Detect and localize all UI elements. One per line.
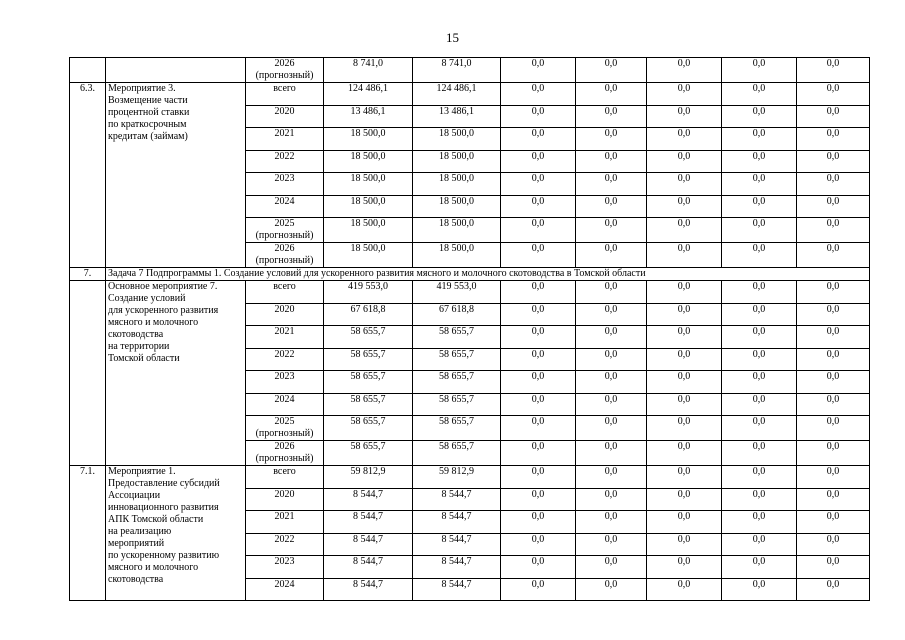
value-cell: 8 544,7	[324, 556, 413, 579]
value-cell: 0,0	[501, 105, 576, 128]
value-cell: 0,0	[576, 105, 647, 128]
activity-name-cell	[106, 58, 246, 83]
value-cell: 0,0	[797, 416, 870, 441]
value-cell: 0,0	[722, 58, 797, 83]
value-cell: 0,0	[722, 466, 797, 489]
value-cell: 0,0	[647, 371, 722, 394]
task-title-cell: Задача 7 Подпрограммы 1. Создание условий для ускоренного развития мясного и молочного скотоводства в Томской области	[106, 268, 870, 281]
value-cell: 58 655,7	[413, 326, 501, 349]
value-cell: 18 500,0	[324, 243, 413, 268]
value-cell: 8 544,7	[413, 511, 501, 534]
value-cell: 67 618,8	[413, 303, 501, 326]
value-cell: 58 655,7	[413, 441, 501, 466]
budget-table	[69, 57, 870, 601]
value-cell: 0,0	[576, 281, 647, 304]
value-cell: 0,0	[501, 416, 576, 441]
value-cell: 0,0	[797, 281, 870, 304]
value-cell: 0,0	[797, 303, 870, 326]
value-cell: 0,0	[722, 83, 797, 106]
value-cell: 0,0	[722, 416, 797, 441]
activity-name-cell	[106, 83, 246, 268]
value-cell: 0,0	[797, 578, 870, 601]
year-cell: 2026 (прогнозный)	[246, 58, 324, 83]
year-cell: 2020	[246, 488, 324, 511]
value-cell: 0,0	[501, 371, 576, 394]
value-cell: 0,0	[797, 556, 870, 579]
value-cell: 18 500,0	[413, 218, 501, 243]
value-cell: 0,0	[722, 578, 797, 601]
value-cell: 0,0	[797, 128, 870, 151]
year-cell: 2025 (прогнозный)	[246, 416, 324, 441]
value-cell: 58 655,7	[324, 416, 413, 441]
value-cell: 0,0	[647, 150, 722, 173]
value-cell: 0,0	[797, 150, 870, 173]
value-cell: 0,0	[576, 303, 647, 326]
value-cell: 13 486,1	[413, 105, 501, 128]
value-cell: 0,0	[722, 218, 797, 243]
value-cell: 0,0	[576, 173, 647, 196]
year-cell: 2026 (прогнозный)	[246, 243, 324, 268]
year-cell: 2021	[246, 511, 324, 534]
value-cell: 58 655,7	[413, 393, 501, 416]
value-cell: 0,0	[501, 303, 576, 326]
value-cell: 67 618,8	[324, 303, 413, 326]
row-number-cell: 7.1.	[70, 466, 106, 601]
value-cell: 0,0	[722, 173, 797, 196]
value-cell: 0,0	[647, 348, 722, 371]
value-cell: 0,0	[647, 578, 722, 601]
table-row	[70, 281, 870, 304]
value-cell: 18 500,0	[413, 128, 501, 151]
value-cell: 0,0	[576, 58, 647, 83]
value-cell: 13 486,1	[324, 105, 413, 128]
value-cell: 0,0	[797, 243, 870, 268]
value-cell: 0,0	[797, 441, 870, 466]
value-cell: 0,0	[647, 128, 722, 151]
value-cell: 124 486,1	[413, 83, 501, 106]
row-number-cell: 6.3.	[70, 83, 106, 268]
value-cell: 419 553,0	[413, 281, 501, 304]
value-cell: 18 500,0	[413, 150, 501, 173]
value-cell: 0,0	[797, 533, 870, 556]
value-cell: 0,0	[576, 393, 647, 416]
activity-name: Мероприятие 3. Возмещение части процентной ставки по краткосрочным кредитам (займам)	[108, 83, 190, 142]
value-cell: 0,0	[722, 488, 797, 511]
year-cell: всего	[246, 281, 324, 304]
year-cell: 2020	[246, 105, 324, 128]
value-cell: 58 655,7	[324, 326, 413, 349]
value-cell: 18 500,0	[413, 195, 501, 218]
year-cell: 2021	[246, 128, 324, 151]
value-cell: 0,0	[576, 150, 647, 173]
value-cell: 0,0	[501, 83, 576, 106]
value-cell: 0,0	[722, 150, 797, 173]
year-cell: 2020	[246, 303, 324, 326]
value-cell: 59 812,9	[413, 466, 501, 489]
value-cell: 18 500,0	[324, 195, 413, 218]
value-cell: 0,0	[647, 416, 722, 441]
value-cell: 0,0	[576, 326, 647, 349]
value-cell: 0,0	[797, 488, 870, 511]
value-cell: 0,0	[501, 173, 576, 196]
value-cell: 0,0	[576, 556, 647, 579]
page-number: 15	[446, 30, 459, 45]
year-cell: 2022	[246, 348, 324, 371]
value-cell: 0,0	[647, 533, 722, 556]
value-cell: 0,0	[501, 556, 576, 579]
table-row	[70, 58, 870, 83]
activity-name: Мероприятие 1. Предоставление субсидий Ассоциации инновационного развития АПК Томской области на реализацию мероприятий по ускоренному развитию мясного и молочного скотоводства	[108, 466, 220, 585]
value-cell: 0,0	[647, 173, 722, 196]
value-cell: 0,0	[797, 466, 870, 489]
value-cell: 0,0	[501, 393, 576, 416]
value-cell: 0,0	[722, 128, 797, 151]
value-cell: 0,0	[722, 281, 797, 304]
value-cell: 18 500,0	[324, 173, 413, 196]
value-cell: 0,0	[647, 326, 722, 349]
year-cell: 2024	[246, 578, 324, 601]
value-cell: 0,0	[647, 58, 722, 83]
value-cell: 0,0	[647, 83, 722, 106]
value-cell: 0,0	[501, 441, 576, 466]
value-cell: 0,0	[576, 243, 647, 268]
value-cell: 0,0	[647, 511, 722, 534]
value-cell: 8 544,7	[324, 578, 413, 601]
activity-name-cell	[106, 466, 246, 601]
year-cell: 2022	[246, 150, 324, 173]
value-cell: 0,0	[722, 556, 797, 579]
value-cell: 0,0	[647, 281, 722, 304]
value-cell: 18 500,0	[324, 128, 413, 151]
value-cell: 0,0	[576, 348, 647, 371]
value-cell: 58 655,7	[413, 348, 501, 371]
value-cell: 0,0	[501, 511, 576, 534]
value-cell: 0,0	[647, 556, 722, 579]
value-cell: 0,0	[722, 195, 797, 218]
value-cell: 0,0	[647, 105, 722, 128]
value-cell: 58 655,7	[324, 393, 413, 416]
value-cell: 58 655,7	[324, 348, 413, 371]
year-cell: 2023	[246, 173, 324, 196]
value-cell: 0,0	[722, 326, 797, 349]
year-cell: 2022	[246, 533, 324, 556]
value-cell: 0,0	[797, 371, 870, 394]
table-row	[70, 83, 870, 106]
value-cell: 8 544,7	[324, 511, 413, 534]
task-row	[70, 268, 870, 281]
value-cell: 0,0	[797, 58, 870, 83]
value-cell: 8 544,7	[413, 578, 501, 601]
row-number-cell	[70, 58, 106, 83]
value-cell: 0,0	[647, 488, 722, 511]
value-cell: 0,0	[501, 243, 576, 268]
value-cell: 0,0	[576, 533, 647, 556]
value-cell: 18 500,0	[413, 173, 501, 196]
value-cell: 0,0	[722, 533, 797, 556]
value-cell: 419 553,0	[324, 281, 413, 304]
value-cell: 8 741,0	[413, 58, 501, 83]
value-cell: 0,0	[797, 83, 870, 106]
value-cell: 18 500,0	[413, 243, 501, 268]
value-cell: 0,0	[797, 218, 870, 243]
year-cell: 2024	[246, 393, 324, 416]
table-row	[70, 466, 870, 489]
value-cell: 0,0	[576, 83, 647, 106]
year-cell: 2025 (прогнозный)	[246, 218, 324, 243]
value-cell: 0,0	[576, 371, 647, 394]
value-cell: 0,0	[501, 326, 576, 349]
value-cell: 0,0	[501, 533, 576, 556]
value-cell: 8 544,7	[324, 533, 413, 556]
value-cell: 0,0	[797, 348, 870, 371]
value-cell: 0,0	[722, 511, 797, 534]
value-cell: 0,0	[501, 281, 576, 304]
value-cell: 0,0	[647, 441, 722, 466]
value-cell: 0,0	[576, 218, 647, 243]
value-cell: 0,0	[501, 128, 576, 151]
value-cell: 58 655,7	[413, 371, 501, 394]
value-cell: 18 500,0	[324, 218, 413, 243]
value-cell: 0,0	[647, 243, 722, 268]
value-cell: 58 655,7	[324, 441, 413, 466]
value-cell: 0,0	[722, 348, 797, 371]
value-cell: 0,0	[647, 195, 722, 218]
value-cell: 18 500,0	[324, 150, 413, 173]
value-cell: 58 655,7	[413, 416, 501, 441]
value-cell: 0,0	[576, 195, 647, 218]
value-cell: 0,0	[797, 511, 870, 534]
value-cell: 0,0	[647, 466, 722, 489]
value-cell: 0,0	[501, 488, 576, 511]
value-cell: 0,0	[501, 58, 576, 83]
value-cell: 0,0	[797, 173, 870, 196]
value-cell: 0,0	[501, 578, 576, 601]
value-cell: 0,0	[797, 326, 870, 349]
year-cell: 2021	[246, 326, 324, 349]
value-cell: 0,0	[647, 393, 722, 416]
value-cell: 0,0	[722, 371, 797, 394]
row-number-cell: 7.	[70, 268, 106, 281]
value-cell: 8 741,0	[324, 58, 413, 83]
value-cell: 0,0	[722, 105, 797, 128]
value-cell: 0,0	[576, 488, 647, 511]
value-cell: 0,0	[647, 303, 722, 326]
year-cell: 2024	[246, 195, 324, 218]
row-number-cell	[70, 281, 106, 466]
year-cell: 2023	[246, 371, 324, 394]
value-cell: 0,0	[576, 441, 647, 466]
value-cell: 0,0	[722, 441, 797, 466]
activity-name: Основное мероприятие 7. Создание условий для ускоренного развития мясного и молочного скотоводства на территории Томской области	[108, 281, 219, 364]
value-cell: 0,0	[501, 466, 576, 489]
value-cell: 0,0	[722, 303, 797, 326]
year-cell: всего	[246, 466, 324, 489]
value-cell: 0,0	[501, 218, 576, 243]
value-cell: 0,0	[722, 243, 797, 268]
value-cell: 0,0	[647, 218, 722, 243]
value-cell: 0,0	[722, 393, 797, 416]
year-cell: 2023	[246, 556, 324, 579]
value-cell: 0,0	[797, 195, 870, 218]
value-cell: 0,0	[501, 195, 576, 218]
value-cell: 8 544,7	[413, 488, 501, 511]
value-cell: 0,0	[797, 105, 870, 128]
value-cell: 0,0	[576, 511, 647, 534]
value-cell: 58 655,7	[324, 371, 413, 394]
value-cell: 124 486,1	[324, 83, 413, 106]
value-cell: 0,0	[501, 150, 576, 173]
year-cell: всего	[246, 83, 324, 106]
activity-name-cell	[106, 281, 246, 466]
value-cell: 0,0	[576, 128, 647, 151]
value-cell: 0,0	[501, 348, 576, 371]
value-cell: 59 812,9	[324, 466, 413, 489]
value-cell: 0,0	[576, 466, 647, 489]
value-cell: 0,0	[797, 393, 870, 416]
value-cell: 8 544,7	[413, 556, 501, 579]
value-cell: 0,0	[576, 416, 647, 441]
year-cell: 2026 (прогнозный)	[246, 441, 324, 466]
value-cell: 8 544,7	[413, 533, 501, 556]
value-cell: 8 544,7	[324, 488, 413, 511]
value-cell: 0,0	[576, 578, 647, 601]
